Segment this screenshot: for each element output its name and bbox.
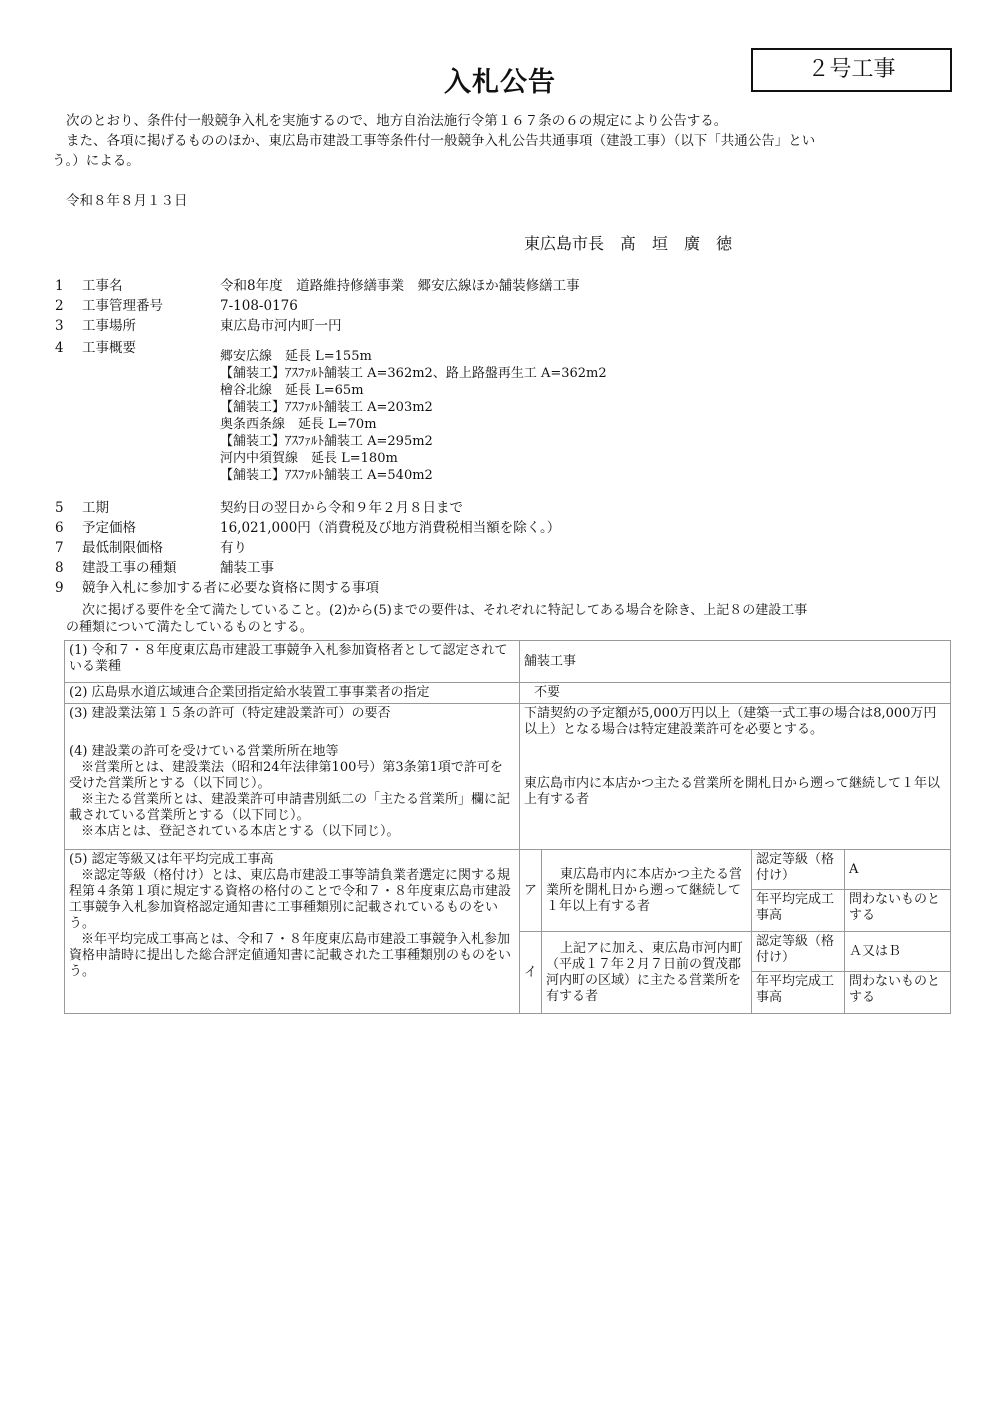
req-5-note-1: ※認定等級（格付け）とは、東広島市建設工事等請負業者選定に関する規程第４条第１項に規定する資格の格付のことで令和７・８年度東広島市建設工事競争入札参加資格認定通知書に工事種類別に記載されているものをいう。 [69,868,512,931]
work-overview [220,348,607,484]
req-3-4-label [65,704,520,850]
item-value: 有り [220,540,247,556]
option-i-sales-label: 年平均完成工事高 [752,972,845,1014]
req-3-4-value [520,704,951,850]
item-value: 令和8年度 道路維持修繕事業 郷安広線ほか舗装修繕工事 [220,278,580,294]
intro-line-3: う。）による。 [52,153,140,169]
overview-line: 【舗装工】ｱｽﾌｧﾙﾄ舗装工 A=540m2 [220,468,433,483]
item-number: 3 [55,318,64,334]
table-row [65,850,951,890]
requirements-table [64,640,951,1014]
req-4-text: (4) 建設業の許可を受けている営業所所在地等 [69,744,339,759]
requirements-intro-2: の種類について満たしているものとする。 [66,620,313,635]
item-label: 工期 [82,500,109,516]
item-label: 工事名 [82,278,123,294]
table-row [65,704,951,850]
item-label: 建設工事の種類 [82,560,177,576]
notice-date: 令和８年８月１３日 [66,193,188,209]
req-4-note-3: ※本店とは、登記されている本店とする（以下同じ）。 [81,824,400,839]
item-number: 2 [55,298,64,314]
item-value: 7-108-0176 [220,298,298,314]
req-2-label: (2) 広島県水道広域連合企業団指定給水装置工事事業者の指定 [65,683,520,704]
item-label: 工事概要 [82,340,136,356]
req-3-text: (3) 建設業法第１５条の許可（特定建設業許可）の要否 [69,706,391,721]
option-a-sales-value: 問わないものとする [845,890,951,932]
item-label: 予定価格 [82,520,136,536]
req-5-text: (5) 認定等級又は年平均完成工事高 [69,852,274,867]
item-label: 最低制限価格 [82,540,163,556]
overview-line: 河内中須賀線 延長 L=180m [220,451,398,466]
item-number: 5 [55,500,64,516]
option-a-desc: 東広島市内に本店かつ主たる営業所を開札日から遡って継続して１年以上有する者 [542,850,752,932]
overview-line: 奥条西条線 延長 L=70m [220,417,377,432]
signer: 東広島市長 髙 垣 廣 徳 [524,234,733,253]
item-number: 6 [55,520,64,536]
req-4-note-1: ※営業所とは、建設業法（昭和24年法律第100号）第3条第1項で許可を受けた営業所とする（以下同じ）。 [69,760,503,791]
option-i-marker: イ [520,932,542,1014]
option-a-grade-label: 認定等級（格付け） [752,850,845,890]
items-list-a [0,277,1000,357]
item-label: 工事場所 [82,318,136,334]
construction-number-box: ２号工事 [751,48,952,92]
item-value: 16,021,000円（消費税及び地方消費税相当額を除く。） [220,520,561,536]
item-label: 競争入札に参加する者に必要な資格に関する事項 [82,580,379,596]
overview-line: 郷安広線 延長 L=155m [220,349,372,364]
req-4-note-2: ※主たる営業所とは、建設業許可申請書別紙二の「主たる営業所」欄に記載されている営業所とする（以下同じ）。 [69,792,511,823]
req-2-value: 不要 [520,683,951,704]
req-3-value: 下請契約の予定額が5,000万円以上（建築一式工事の場合は8,000万円以上）となる場合は特定建設業許可を必要とする。 [524,706,937,737]
item-number: 1 [55,278,64,294]
option-a-sales-label: 年平均完成工事高 [752,890,845,932]
item-value: 契約日の翌日から令和９年２月８日まで [220,500,463,516]
items-list-b [0,499,1000,599]
item-number: 7 [55,540,64,556]
table-row [65,683,951,704]
table-row [65,641,951,683]
overview-line: 【舗装工】ｱｽﾌｧﾙﾄ舗装工 A=203m2 [220,400,433,415]
option-a-grade-value: A [845,850,951,890]
overview-line: 【舗装工】ｱｽﾌｧﾙﾄ舗装工 A=295m2 [220,434,433,449]
item-value: 舗装工事 [220,560,274,576]
overview-line: 【舗装工】ｱｽﾌｧﾙﾄ舗装工 A=362m2、路上路盤再生工 A=362m2 [220,366,607,381]
item-value: 東広島市河内町一円 [220,318,342,334]
option-i-desc: 上記アに加え、東広島市河内町（平成１７年２月７日前の賀茂郡河内町の区域）に主たる営業所を有する者 [542,932,752,1014]
option-i-grade-label: 認定等級（格付け） [752,932,845,972]
item-label: 工事管理番号 [82,298,163,314]
item-number: 9 [55,580,64,596]
req-1-value: 舗装工事 [520,641,951,683]
intro-line-1: 次のとおり、条件付一般競争入札を実施するので、地方自治法施行令第１６７条の６の規定により公告する。 [66,113,728,129]
requirements-intro-1: 次に掲げる要件を全て満たしていること。(2)から(5)までの要件は、それぞれに特記してある場合を除き、上記８の建設工事 [82,603,808,618]
option-a-marker: ア [520,850,542,932]
overview-line: 檜谷北線 延長 L=65m [220,383,364,398]
intro-line-2: また、各項に掲げるもののほか、東広島市建設工事等条件付一般競争入札公告共通事項（建設工事）（以下「共通公告」とい [66,133,816,149]
req-5-note-2: ※年平均完成工事高とは、令和７・８年度東広島市建設工事競争入札参加資格申請時に提出した総合評定値通知書に記載された工事種類別のものをいう。 [69,932,512,979]
item-number: 4 [55,340,64,356]
page-title: 入札公告 [444,67,556,98]
req-4-value: 東広島市内に本店かつ主たる営業所を開札日から遡って継続して１年以上有する者 [524,776,941,807]
req-1-label: (1) 令和７・８年度東広島市建設工事競争入札参加資格者として認定されている業種 [65,641,520,683]
option-i-grade-value: Ａ又はＢ [845,932,951,972]
req-5-label [65,850,520,1014]
item-number: 8 [55,560,64,576]
option-i-sales-value: 問わないものとする [845,972,951,1014]
